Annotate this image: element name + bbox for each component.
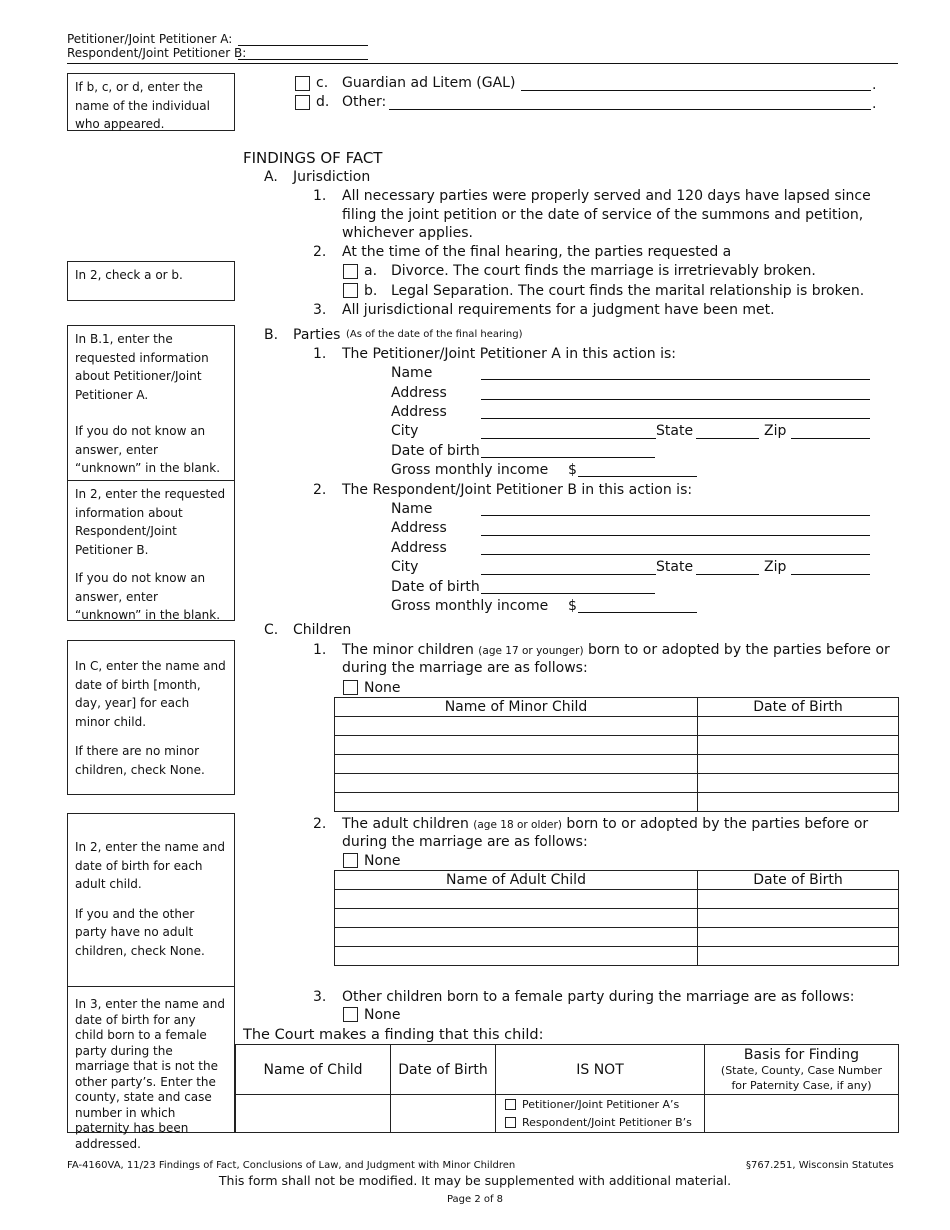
table-row bbox=[236, 1095, 899, 1133]
adult-dob-cell[interactable] bbox=[698, 890, 899, 909]
instruction-box-petitioner-info bbox=[67, 325, 235, 481]
petitioner-income-field[interactable] bbox=[578, 476, 697, 477]
table-row bbox=[335, 793, 899, 812]
form-notice: This form shall not be modified. It may be supplemented with additional material. bbox=[218, 1173, 732, 1188]
section-b-letter: B. bbox=[264, 327, 279, 343]
minor-name-cell[interactable] bbox=[335, 717, 698, 736]
c1-line2: during the marriage are as follows: bbox=[342, 660, 588, 676]
a3-number: 3. bbox=[313, 302, 327, 318]
c2-line1 bbox=[342, 815, 868, 833]
petitioner-dob-field[interactable] bbox=[481, 457, 655, 458]
respondent-label: Respondent/Joint Petitioner B: bbox=[67, 46, 247, 60]
table-row bbox=[335, 774, 899, 793]
respondent-state-field[interactable] bbox=[696, 574, 759, 575]
basis-title: Basis for Finding bbox=[743, 1046, 860, 1063]
respondent-city-label: City bbox=[391, 559, 419, 575]
instruction-text: In C, enter the name and date of birth [month, day, year] for each minor child. bbox=[75, 659, 226, 729]
respondent-address-field[interactable] bbox=[481, 535, 870, 536]
other-child-dob-cell[interactable] bbox=[391, 1095, 496, 1133]
section-c-title: Children bbox=[293, 622, 352, 638]
minor-child-name-header: Name of Minor Child bbox=[335, 698, 698, 717]
instruction-box-other-children bbox=[67, 986, 235, 1151]
minor-name-cell[interactable] bbox=[335, 755, 698, 774]
basis-sub1: (State, County, Case Number bbox=[720, 1063, 883, 1077]
is-not-options-cell bbox=[496, 1095, 705, 1133]
header-divider bbox=[67, 63, 898, 64]
respondent-state-label: State bbox=[656, 559, 694, 575]
c3-number: 3. bbox=[313, 989, 327, 1005]
respondent-city-field[interactable] bbox=[481, 574, 656, 575]
other-child-name-cell[interactable] bbox=[236, 1095, 391, 1133]
a1-number: 1. bbox=[313, 188, 327, 204]
respondent-address2-label: Address bbox=[391, 540, 447, 556]
minor-name-cell[interactable] bbox=[335, 774, 698, 793]
c2-line2: during the marriage are as follows: bbox=[342, 834, 588, 850]
respondent-name-label: Name bbox=[391, 501, 433, 517]
divorce-letter: a. bbox=[364, 263, 378, 279]
c2-number: 2. bbox=[313, 816, 327, 832]
section-c-letter: C. bbox=[264, 622, 279, 638]
petitioner-dob-label: Date of birth bbox=[391, 443, 480, 459]
basis-sub2: for Paternity Case, if any) bbox=[731, 1078, 872, 1092]
respondent-income-field[interactable] bbox=[578, 612, 697, 613]
instruction-text: In B.1, enter the requested information about Petitioner/Joint Petitioner A. bbox=[75, 332, 209, 402]
child-name-header: Name of Child bbox=[236, 1045, 391, 1095]
gal-checkbox[interactable] bbox=[295, 76, 310, 91]
is-not-option-petitioner bbox=[505, 1096, 704, 1114]
c1-text-post: born to or adopted by the parties before or bbox=[588, 642, 890, 658]
gal-name-line[interactable] bbox=[521, 90, 871, 91]
form-identifier: FA-4160VA, 11/23 Findings of Fact, Conclusions of Law, and Judgment with Minor Children bbox=[67, 1160, 516, 1171]
legal-separation-checkbox[interactable] bbox=[343, 283, 358, 298]
minor-none-checkbox[interactable] bbox=[343, 680, 358, 695]
other-name-line[interactable] bbox=[389, 109, 871, 110]
table-row bbox=[335, 928, 899, 947]
respondent-dollar-sign: $ bbox=[568, 598, 577, 614]
adult-dob-cell[interactable] bbox=[698, 928, 899, 947]
instruction-text: In 2, enter the name and date of birth for each adult child. bbox=[75, 840, 225, 891]
instruction-box-adult-children bbox=[67, 813, 235, 987]
minor-dob-cell[interactable] bbox=[698, 755, 899, 774]
minor-dob-cell[interactable] bbox=[698, 717, 899, 736]
c3-text: Other children born to a female party during the marriage are as follows: bbox=[342, 989, 855, 1005]
a3-text: All jurisdictional requirements for a judgment have been met. bbox=[342, 302, 775, 318]
table-row bbox=[335, 947, 899, 966]
petitioner-name-line[interactable] bbox=[238, 45, 368, 46]
b2-number: 2. bbox=[313, 482, 327, 498]
divorce-text: Divorce. The court finds the marriage is irretrievably broken. bbox=[391, 263, 816, 279]
adult-name-cell[interactable] bbox=[335, 947, 698, 966]
table-row bbox=[335, 890, 899, 909]
adult-dob-cell[interactable] bbox=[698, 947, 899, 966]
child-dob-header: Date of Birth bbox=[391, 1045, 496, 1095]
adult-children-table bbox=[334, 870, 899, 966]
petitioner-name-field[interactable] bbox=[481, 379, 870, 380]
respondent-name-field[interactable] bbox=[481, 515, 870, 516]
instruction-box-minor-children bbox=[67, 640, 235, 795]
is-not-header: IS NOT bbox=[496, 1045, 705, 1095]
petitioner-address-label: Address bbox=[391, 385, 447, 401]
table-row bbox=[335, 717, 899, 736]
minor-children-table bbox=[334, 697, 899, 812]
a1-line3: whichever applies. bbox=[342, 225, 473, 241]
adult-name-cell[interactable] bbox=[335, 928, 698, 947]
other-period: . bbox=[872, 96, 877, 112]
c2-text-post: born to or adopted by the parties before or bbox=[566, 816, 869, 832]
petitioner-city-field[interactable] bbox=[481, 438, 656, 439]
a1-line2: filing the joint petition or the date of service of the summons and petition, bbox=[342, 207, 864, 223]
minor-dob-cell[interactable] bbox=[698, 774, 899, 793]
basis-header bbox=[705, 1045, 899, 1095]
instruction-text: If there are no minor children, check None. bbox=[75, 744, 205, 777]
is-not-respondent-label: Respondent/Joint Petitioner B’s bbox=[522, 1115, 692, 1129]
instruction-box-divorce-type bbox=[67, 261, 235, 301]
petitioner-label: Petitioner/Joint Petitioner A: bbox=[67, 32, 233, 46]
minor-dob-cell[interactable] bbox=[698, 793, 899, 812]
other-letter: d. bbox=[316, 94, 330, 110]
b2-text: The Respondent/Joint Petitioner B in this action is: bbox=[342, 482, 693, 498]
b1-text: The Petitioner/Joint Petitioner A in this action is: bbox=[342, 346, 676, 362]
table-row bbox=[335, 909, 899, 928]
c1-text-pre: The minor children bbox=[342, 642, 474, 658]
other-label: Other: bbox=[342, 94, 387, 110]
minor-child-dob-header: Date of Birth bbox=[698, 698, 899, 717]
is-not-respondent-checkbox[interactable] bbox=[505, 1117, 516, 1128]
respondent-income-label: Gross monthly income bbox=[391, 598, 549, 614]
instruction-text: If you and the other party have no adult children, check None. bbox=[75, 906, 205, 958]
is-not-petitioner-label: Petitioner/Joint Petitioner A’s bbox=[522, 1097, 680, 1111]
minor-dob-cell[interactable] bbox=[698, 736, 899, 755]
page-number: Page 2 of 8 bbox=[446, 1194, 504, 1205]
respondent-address-label: Address bbox=[391, 520, 447, 536]
respondent-dob-label: Date of birth bbox=[391, 579, 480, 595]
respondent-name-line[interactable] bbox=[238, 59, 368, 60]
is-not-option-respondent bbox=[505, 1114, 704, 1132]
petitioner-dollar-sign: $ bbox=[568, 462, 577, 478]
adult-child-dob-header: Date of Birth bbox=[698, 871, 899, 890]
instruction-box-appearance bbox=[67, 73, 235, 131]
instruction-box-respondent-info bbox=[67, 480, 235, 621]
section-a-letter: A. bbox=[264, 169, 278, 185]
minor-name-cell[interactable] bbox=[335, 736, 698, 755]
divorce-checkbox[interactable] bbox=[343, 264, 358, 279]
other-appearance-checkbox[interactable] bbox=[295, 95, 310, 110]
minor-none-label: None bbox=[364, 680, 401, 696]
other-children-none-label: None bbox=[364, 1007, 401, 1023]
petitioner-state-field[interactable] bbox=[696, 438, 759, 439]
adult-none-checkbox[interactable] bbox=[343, 853, 358, 868]
a2-text: At the time of the final hearing, the parties requested a bbox=[342, 244, 732, 260]
is-not-petitioner-checkbox[interactable] bbox=[505, 1099, 516, 1110]
c1-age-note: (age 17 or younger) bbox=[478, 645, 584, 657]
gal-label: Guardian ad Litem (GAL) bbox=[342, 75, 516, 91]
other-children-table bbox=[235, 1044, 899, 1133]
section-a-title: Jurisdiction bbox=[293, 169, 371, 185]
c2-text-pre: The adult children bbox=[342, 816, 469, 832]
basis-cell[interactable] bbox=[705, 1095, 899, 1133]
section-b-note: (As of the date of the final hearing) bbox=[346, 329, 523, 340]
c1-line1 bbox=[342, 641, 890, 659]
instruction-text: If b, c, or d, enter the name of the individual who appeared. bbox=[75, 80, 210, 131]
instruction-text: If you do not know an answer, enter “unknown” in the blank. bbox=[75, 571, 221, 622]
c2-age-note: (age 18 or older) bbox=[473, 819, 562, 831]
petitioner-address2-label: Address bbox=[391, 404, 447, 420]
petitioner-state-label: State bbox=[656, 423, 694, 439]
b1-number: 1. bbox=[313, 346, 327, 362]
adult-child-name-header: Name of Adult Child bbox=[335, 871, 698, 890]
findings-title: FINDINGS OF FACT bbox=[243, 149, 383, 167]
instruction-text: In 2, enter the requested information about Respondent/Joint Petitioner B. bbox=[75, 487, 226, 557]
statute-reference: §767.251, Wisconsin Statutes bbox=[746, 1160, 894, 1171]
adult-name-cell[interactable] bbox=[335, 909, 698, 928]
petitioner-address-field[interactable] bbox=[481, 399, 870, 400]
petitioner-zip-label: Zip bbox=[764, 423, 787, 439]
gal-period: . bbox=[872, 77, 877, 93]
section-b-title: Parties bbox=[293, 327, 341, 343]
instruction-text: In 2, check a or b. bbox=[75, 268, 183, 282]
table-row bbox=[335, 736, 899, 755]
c1-number: 1. bbox=[313, 642, 327, 658]
instruction-text: If you do not know an answer, enter “unknown” in the blank. bbox=[75, 424, 221, 475]
court-finding-text: The Court makes a finding that this child: bbox=[243, 1027, 544, 1043]
petitioner-zip-field[interactable] bbox=[791, 438, 870, 439]
legal-separation-text: Legal Separation. The court finds the marital relationship is broken. bbox=[391, 283, 865, 299]
gal-letter: c. bbox=[316, 75, 329, 91]
instruction-text: In 3, enter the name and date of birth for any child born to a female party during the marriage that is not the other party’s. Enter the county, state and case number in which paternity has been addressed. bbox=[75, 997, 225, 1151]
respondent-zip-field[interactable] bbox=[791, 574, 870, 575]
legal-separation-letter: b. bbox=[364, 283, 378, 299]
minor-name-cell[interactable] bbox=[335, 793, 698, 812]
a1-line1: All necessary parties were properly served and 120 days have lapsed since bbox=[342, 188, 871, 204]
petitioner-name-label: Name bbox=[391, 365, 433, 381]
adult-none-label: None bbox=[364, 853, 401, 869]
petitioner-income-label: Gross monthly income bbox=[391, 462, 549, 478]
petitioner-city-label: City bbox=[391, 423, 419, 439]
other-children-none-checkbox[interactable] bbox=[343, 1007, 358, 1022]
respondent-address2-field[interactable] bbox=[481, 554, 870, 555]
respondent-dob-field[interactable] bbox=[481, 593, 655, 594]
petitioner-address2-field[interactable] bbox=[481, 418, 870, 419]
adult-dob-cell[interactable] bbox=[698, 909, 899, 928]
respondent-zip-label: Zip bbox=[764, 559, 787, 575]
a2-number: 2. bbox=[313, 244, 327, 260]
adult-name-cell[interactable] bbox=[335, 890, 698, 909]
table-row bbox=[335, 755, 899, 774]
